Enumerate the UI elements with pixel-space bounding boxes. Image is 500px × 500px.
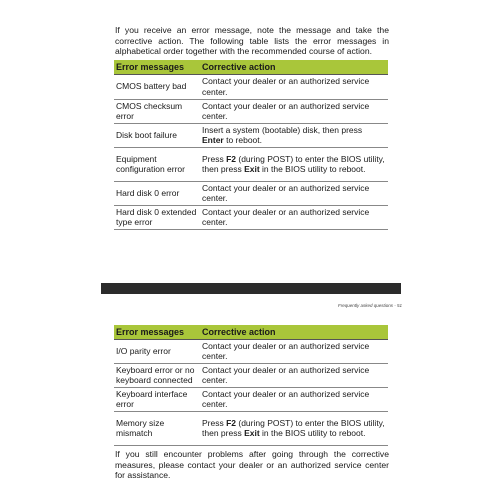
key-f2: F2 [226,153,237,164]
action-text: to reboot. [223,135,263,145]
action-text: Insert a system (bootable) disk, then press [202,124,363,135]
action-text: in the BIOS utility to reboot. [259,164,366,174]
intro-paragraph: If you receive an error message, note the message and take the corrective action. The following table lists the error messages in alphabetical order together with the recommended course of action. [115,25,389,57]
action-text: (during POST) to enter the BIOS utility, then press [202,417,385,438]
corrective-action-cell [200,123,388,147]
error-message-cell: CMOS battery bad [114,74,200,99]
table-row [114,363,388,387]
action-text: (during POST) to enter the BIOS utility, then press [202,153,385,174]
corrective-action-cell [200,411,388,445]
header-corrective-action: Corrective action [200,60,388,74]
table-row [114,205,388,229]
action-text: in the BIOS utility to reboot. [259,428,366,438]
page-divider-bar [101,283,401,294]
error-message-cell: I/O parity error [114,339,200,363]
error-message-cell: Hard disk 0 extended type error [114,205,200,229]
table-header-row [114,60,388,74]
error-message-cell: Keyboard error or no keyboard connected [114,363,200,387]
key-f2: F2 [226,417,237,428]
table-row [114,74,388,99]
table-header-row [114,325,388,339]
error-message-cell: Equipment configuration error [114,147,200,181]
error-message-cell: Hard disk 0 error [114,181,200,205]
action-text: Press [202,417,227,428]
header-error-messages: Error messages [114,60,200,74]
running-header: Frequently asked questions - 51 [337,303,402,308]
error-message-cell: CMOS checksum error [114,99,200,123]
error-message-cell: Memory size mismatch [114,411,200,445]
corrective-action-cell: Contact your dealer or an authorized service center. [200,181,388,205]
key-enter: Enter [202,135,224,145]
key-exit: Exit [244,164,260,174]
table-row [114,99,388,123]
table-row [114,387,388,411]
table-row [114,147,388,181]
error-messages-table-1 [114,60,388,230]
key-exit: Exit [244,428,260,438]
header-corrective-action: Corrective action [200,325,388,339]
error-messages-table-2 [114,325,388,446]
action-text: Press [202,153,227,164]
table-row [114,339,388,363]
error-message-cell: Keyboard interface error [114,387,200,411]
table-row [114,123,388,147]
corrective-action-cell: Contact your dealer or an authorized service center. [200,74,388,99]
outro-paragraph: If you still encounter problems after going through the corrective measures, please contact your dealer or an authorized service center for assistance. [115,449,389,481]
table-row [114,181,388,205]
corrective-action-cell: Contact your dealer or an authorized service center. [200,339,388,363]
corrective-action-cell [200,147,388,181]
corrective-action-cell: Contact your dealer or an authorized service center. [200,205,388,229]
corrective-action-cell: Contact your dealer or an authorized service center. [200,99,388,123]
corrective-action-cell: Contact your dealer or an authorized service center. [200,387,388,411]
error-message-cell: Disk boot failure [114,123,200,147]
header-error-messages: Error messages [114,325,200,339]
table-row [114,411,388,445]
corrective-action-cell: Contact your dealer or an authorized service center. [200,363,388,387]
